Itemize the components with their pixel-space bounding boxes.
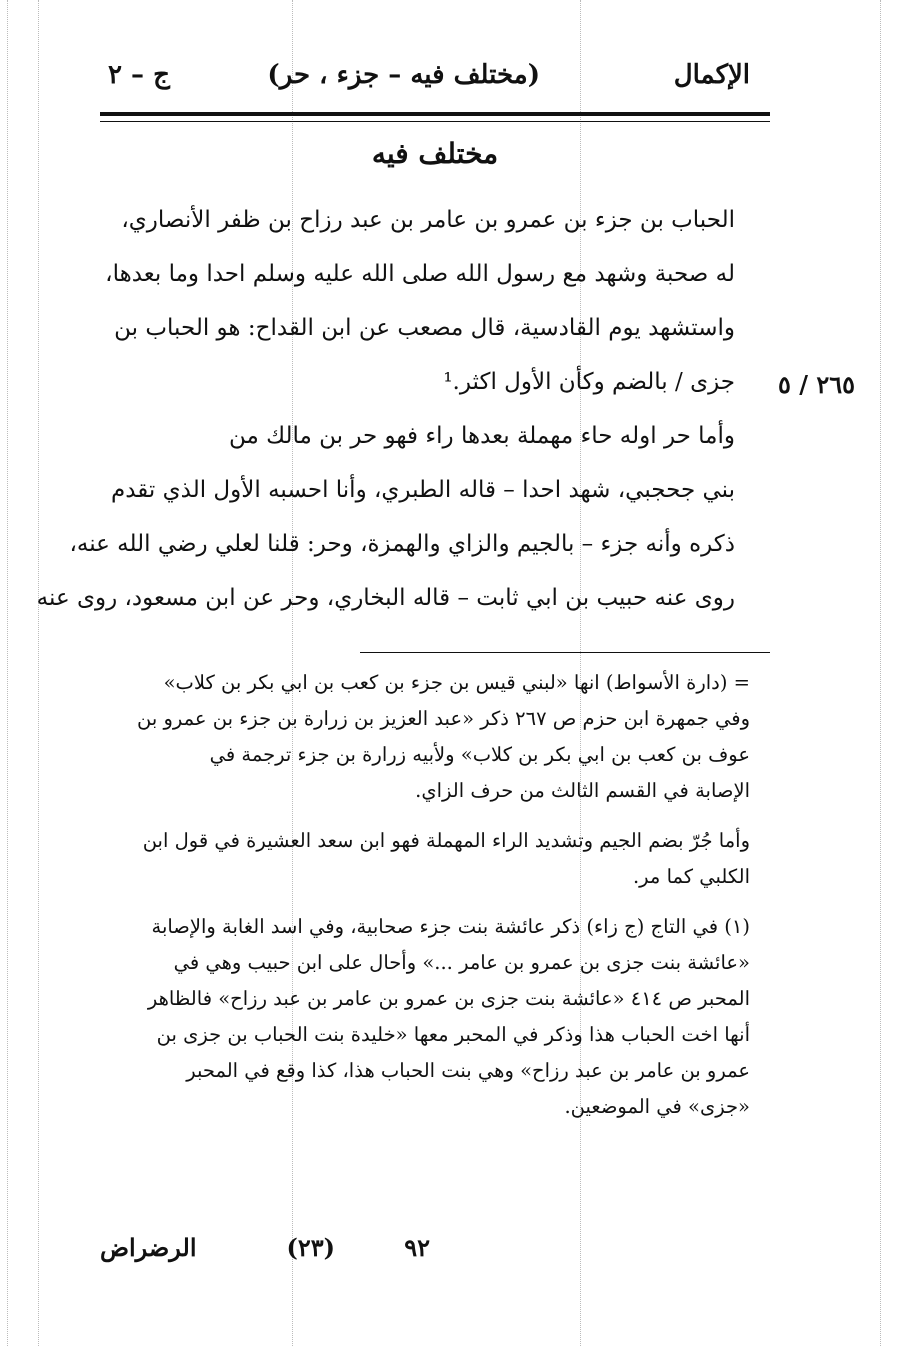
note-line: وأما جُرّ بضم الجيم وتشديد الراء المهملة فهو ابن سعد العشيرة في قول ابن bbox=[142, 829, 750, 852]
page-number: ٩٢ bbox=[404, 1233, 430, 1262]
scan-dotted-line bbox=[7, 0, 8, 1346]
header-rule-thin bbox=[100, 121, 770, 122]
margin-reference: ٢٦٥ / ٥ bbox=[777, 370, 855, 399]
note-line: عوف بن كعب بن ابي بكر بن كلاب» ولأبيه زرارة بن جزء ترجمة في bbox=[209, 743, 750, 766]
text-line: جزى / بالضم وكأن الأول اكثر.¹ bbox=[443, 369, 735, 395]
text-line: بني جحجبي، شهد احدا – قاله الطبري، وأنا احسبه الأول الذي تقدم bbox=[110, 477, 735, 503]
text-line: وأما حر اوله حاء مهملة بعدها راء فهو حر بن مالك من bbox=[228, 423, 735, 449]
section-keywords: (مختلف فيه – جزء ، حر) bbox=[267, 60, 540, 90]
footnote-separator bbox=[360, 652, 770, 653]
section-title: مختلف فيه bbox=[371, 137, 499, 170]
volume-label: ج – ٢ bbox=[108, 60, 170, 90]
text-line: واستشهد يوم القادسية، قال مصعب عن ابن القداح: هو الحباب بن bbox=[114, 315, 735, 341]
text-line: روى عنه حبيب بن ابي ثابت – قاله البخاري، وحر عن ابن مسعود، روى عنه bbox=[36, 585, 735, 611]
note-line: = (دارة الأسواط) انها «لبني قيس بن جزء بن كعب بن ابي بكر بن كلاب» bbox=[163, 671, 750, 694]
note-gap bbox=[100, 896, 750, 910]
running-header bbox=[100, 60, 770, 104]
note-line: الكلبي كما مر. bbox=[632, 865, 750, 888]
text-line: له صحبة وشهد مع رسول الله صلى الله عليه وسلم احدا وما بعدها، bbox=[105, 261, 735, 287]
note-line: المحبر ص ٤١٤ «عائشة بنت جزى بن عمرو بن عامر بن عبد رزاح» فالظاهر bbox=[147, 987, 750, 1010]
note-line: «جزى» في الموضعين. bbox=[564, 1095, 750, 1118]
note-line: أنها اخت الحباب هذا وذكر في المحبر معها «خليدة بنت الحباب بن جزى بن bbox=[156, 1023, 750, 1046]
note-line: الإصابة في القسم الثالث من حرف الزاي. bbox=[415, 779, 750, 802]
note-line: عمرو بن عامر بن عبد رزاح» وهي بنت الحباب هذا، كذا وقع في المحبر bbox=[186, 1059, 750, 1082]
scan-dotted-line bbox=[38, 0, 39, 1346]
signature-number: (٢٣) bbox=[286, 1233, 335, 1262]
footer-name: الرضراض bbox=[100, 1233, 197, 1262]
note-line: (١) في التاج (ج زاء) ذكر عائشة بنت جزء صحابية، وفي اسد الغابة والإصابة bbox=[151, 915, 750, 938]
book-title: الإكمال bbox=[673, 60, 750, 90]
text-line: ذكره وأنه جزء – بالجيم والزاي والهمزة، وحر: قلنا لعلي رضي الله عنه، bbox=[69, 531, 735, 557]
note-line: وفي جمهرة ابن حزم ص ٢٦٧ ذكر «عبد العزيز بن زرارة بن جزء بن عمرو بن bbox=[136, 707, 750, 730]
footnotes bbox=[100, 666, 750, 1126]
main-text bbox=[36, 198, 735, 630]
header-rule bbox=[100, 112, 770, 116]
note-line: «عائشة بنت جزى بن عمرو بن عامر ...» وأحال على ابن حبيب وهي في bbox=[173, 951, 750, 974]
text-line: الحباب بن جزء بن عمرو بن عامر بن عبد رزاح بن ظفر الأنصاري، bbox=[121, 207, 735, 233]
scan-dotted-line bbox=[880, 0, 881, 1346]
page-footer bbox=[100, 1233, 750, 1273]
note-gap bbox=[100, 810, 750, 824]
